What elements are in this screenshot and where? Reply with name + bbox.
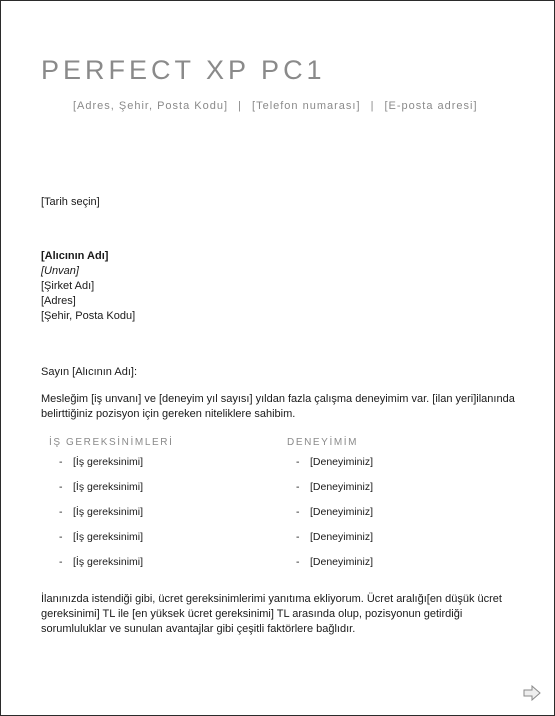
list-item[interactable] — [296, 453, 373, 478]
requirements-heading: İŞ GEREKSİNİMLERİ — [49, 437, 174, 448]
experience-item[interactable]: [Deneyiminiz] — [310, 506, 374, 518]
list-item[interactable] — [59, 478, 143, 503]
contact-line — [73, 100, 478, 112]
experience-list — [296, 453, 373, 578]
list-item[interactable] — [296, 528, 373, 553]
experience-item[interactable]: [Deneyiminiz] — [310, 531, 374, 543]
bullet: - — [59, 506, 63, 518]
bullet: - — [296, 481, 300, 493]
greeting[interactable]: Sayın [Alıcının Adı]: — [41, 366, 137, 378]
recipient-address[interactable]: [Adres] — [41, 295, 76, 307]
bullet: - — [296, 531, 300, 543]
bullet: - — [296, 556, 300, 568]
experience-item[interactable]: [Deneyiminiz] — [310, 556, 374, 568]
list-item[interactable] — [59, 453, 143, 478]
requirement-item[interactable]: [İş gereksinimi] — [73, 456, 144, 468]
bullet: - — [296, 456, 300, 468]
list-item[interactable] — [59, 528, 143, 553]
next-page-arrow-icon[interactable] — [523, 685, 541, 701]
recipient-title[interactable]: [Unvan] — [41, 265, 79, 277]
recipient-company[interactable]: [Şirket Adı] — [41, 280, 95, 292]
list-item[interactable] — [59, 503, 143, 528]
requirement-item[interactable]: [İş gereksinimi] — [73, 481, 144, 493]
separator: | — [370, 100, 375, 112]
sender-phone[interactable]: [Telefon numarası] — [252, 100, 361, 112]
separator: | — [238, 100, 242, 112]
sender-address[interactable]: [Adres, Şehir, Posta Kodu] — [73, 100, 229, 112]
requirement-item[interactable]: [İş gereksinimi] — [73, 531, 144, 543]
recipient-city[interactable]: [Şehir, Posta Kodu] — [41, 310, 136, 322]
bullet: - — [59, 556, 63, 568]
experience-heading: DENEYİMİM — [287, 437, 359, 448]
requirements-list — [59, 453, 143, 578]
recipient-name[interactable]: [Alıcının Adı] — [41, 250, 109, 262]
list-item[interactable] — [296, 478, 373, 503]
date-picker-field[interactable]: [Tarih seçin] — [41, 196, 100, 208]
list-item[interactable] — [296, 503, 373, 528]
recipient-block — [41, 249, 135, 324]
list-item[interactable] — [59, 553, 143, 578]
salary-paragraph[interactable]: İlanınızda istendiği gibi, ücret gereksinimlerimi yanıtıma ekliyorum. Ücret aralığı[en düşük ücret gereksinimi] TL ile [en yüksek ücret gereksinimi] TL arasında olup, pozisyonun getirdiği sorumluluklar ve sunulan avantajlar gibi çeşitli faktörlere bağlıdır. — [41, 593, 502, 635]
sender-email[interactable]: [E-posta adresi] — [384, 100, 478, 112]
bullet: - — [59, 531, 63, 543]
list-item[interactable] — [296, 553, 373, 578]
bullet: - — [59, 481, 63, 493]
requirement-item[interactable]: [İş gereksinimi] — [73, 506, 144, 518]
bullet: - — [296, 506, 300, 518]
experience-item[interactable]: [Deneyiminiz] — [310, 481, 374, 493]
requirement-item[interactable]: [İş gereksinimi] — [73, 556, 144, 568]
sender-name[interactable]: PERFECT XP PC1 — [41, 55, 326, 85]
experience-item[interactable]: [Deneyiminiz] — [310, 456, 374, 468]
intro-paragraph[interactable]: Mesleğim [iş unvanı] ve [deneyim yıl sayısı] yıldan fazla çalışma deneyimim var. [ilan yeri]ilanında belirttiğiniz pozisyon için gereken niteliklere sahibim. — [41, 393, 515, 420]
bullet: - — [59, 456, 63, 468]
